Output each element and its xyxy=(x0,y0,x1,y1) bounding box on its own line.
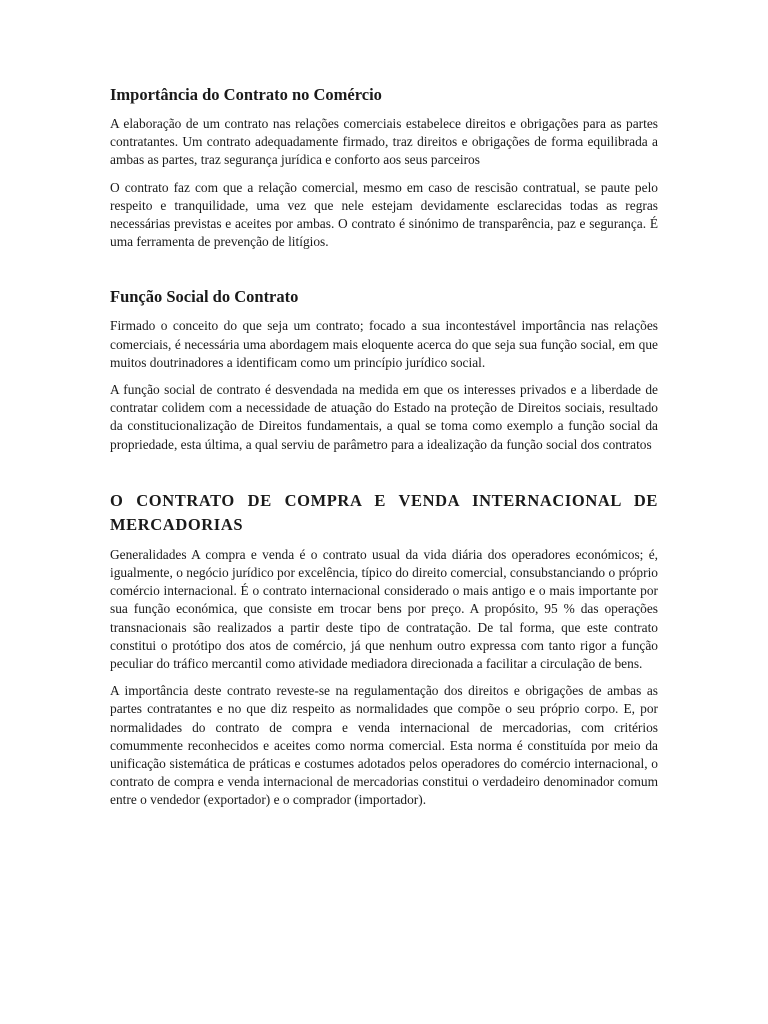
document-page xyxy=(110,84,658,819)
section-heading: Função Social do Contrato xyxy=(110,287,299,307)
section-importancia-contrato xyxy=(110,84,658,251)
paragraph: A elaboração de um contrato nas relações comerciais estabelece direitos e obrigações para as partes contratantes. Um contrato adequadamente firmado, traz direitos e obrigações de forma equilibrada a ambas as partes, traz segurança jurídica e conforto aos seus parceiros xyxy=(110,116,658,168)
section-compra-venda-internacional xyxy=(110,489,658,810)
paragraph: Generalidades A compra e venda é o contrato usual da vida diária dos operadores económicos; é, igualmente, o negócio jurídico por excelência, típico do direito comercial, consubstanciando o próprio comércio internacional. É o contrato internacional considerado o mais antigo e o mais importante por sua função económica, que consiste em trocar bens por preço. A propósito, 95 % das operações transnacionais são realizados a partir deste tipo de contratação. De tal forma, que este contrato constitui o protótipo dos atos de comércio, já que nenhum outro expressa com tanto rigor a função peculiar do tráfico mercantil como atividade mediadora direcionada a facilitar a circulação de bens. xyxy=(110,546,658,672)
section-funcao-social xyxy=(110,286,658,453)
section-heading: O CONTRATO DE COMPRA E VENDA INTERNACIONAL DE MERCADORIAS xyxy=(110,490,658,534)
paragraph: O contrato faz com que a relação comercial, mesmo em caso de rescisão contratual, se paute pelo respeito e tranquilidade, uma vez que nele estejam devidamente esclarecidas todas as regras necessárias previstas e aceites por ambas. O contrato é sinónimo de transparência, paz e segurança. É uma ferramenta de prevenção de litígios. xyxy=(110,179,658,250)
paragraph: A função social de contrato é desvendada na medida em que os interesses privados e a liberdade de contratar colidem com a necessidade de atuação do Estado na proteção de Direitos sociais, resultado da constitucionalização de Direitos fundamentais, a qual se toma como exemplo a função social da propriedade, esta última, a qual serviu de parâmetro para a idealização da função social dos contratos xyxy=(110,382,658,452)
paragraph: Firmado o conceito do que seja um contrato; focado a sua incontestável importância nas relações comerciais, é necessária uma abordagem mais eloquente acerca do que seja sua função social, em que muitos doutrinadores a identificam como um princípio jurídico social. xyxy=(110,318,658,370)
section-heading: Importância do Contrato no Comércio xyxy=(110,85,382,104)
paragraph: A importância deste contrato reveste-se na regulamentação dos direitos e obrigações de ambas as partes contratantes e no que diz respeito as normalidades que compõe o seu próprio corpo. E, por normalidades do contrato de compra e venda internacional de mercadorias, com critérios comummente reconhecidos e aceites como norma comercial. Esta norma é constituída por meio da unificação sistemática de práticas e costumes adotados pelos operadores do comércio internacional, o contrato de compra e venda internacional de mercadorias constitui o verdadeiro denominador comum entre o vendedor (exportador) e o comprador (importador). xyxy=(110,683,658,808)
